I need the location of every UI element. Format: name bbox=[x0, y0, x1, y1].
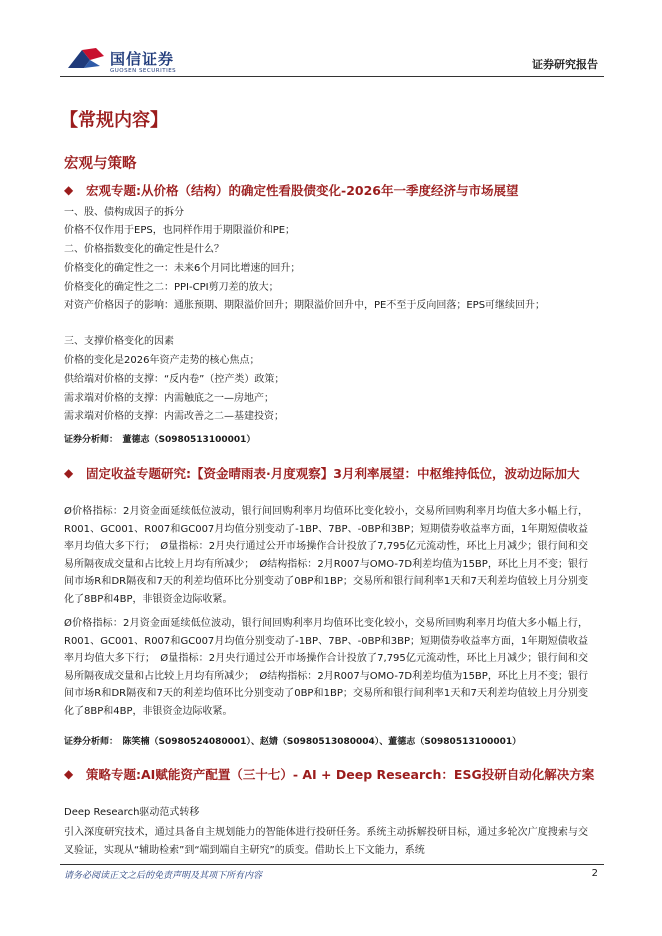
article-paragraph: 引入深度研究技术，通过具备自主规划能力的智能体进行投研任务。系统主动拆解投研目标，通过多轮次广度搜索与交叉验证，实现从“辅助检索”到“端到端自主研究”的质变。借助长上下文能力，系统 bbox=[64, 827, 588, 856]
article-title-text: 宏观专题:从价格（结构）的确定性看股债变化-2026年一季度经济与市场展望 bbox=[86, 183, 519, 198]
subsection-title: 宏观与策略 bbox=[64, 156, 137, 172]
logo-chinese-name: 国信证券 bbox=[110, 50, 175, 68]
article-line: 三、支撑价格变化的因素 bbox=[64, 336, 174, 347]
article-line: 价格变化的确定性之一：未来6个月同比增速的回升； bbox=[64, 263, 301, 274]
header-divider bbox=[60, 76, 604, 77]
diamond-bullet-icon: ◆ bbox=[64, 183, 74, 197]
article-line: 二、价格指数变化的确定性是什么？ bbox=[64, 244, 224, 255]
article-line: 需求端对价格的支撑：内需改善之二—基建投资； bbox=[64, 411, 284, 422]
article-line: 需求端对价格的支撑：内需触底之一—房地产； bbox=[64, 393, 274, 404]
article-title-text: 策略专题:AI赋能资产配置（三十七）- AI + Deep Research：ESG投研自动化解决方案 bbox=[86, 767, 595, 782]
guosen-logo-icon bbox=[66, 46, 106, 74]
article-line: 价格不仅作用于EPS，也同样作用于期限溢价和PE； bbox=[64, 225, 296, 236]
article-line: 供给端对价格的支撑：“反内卷”（控产类）政策； bbox=[64, 374, 285, 385]
article-paragraph: Ø价格指标：2月资金面延续低位波动，银行间回购利率月均值环比变化较小，交易所回购利率月均值大多小幅上行，R001、GC001、R007和GC007月均值分别变动了-1BP、7BP、-0BP和3BP；短期债券收益率方面，1年期短债收益率月均值大多下行； Ø量指标：2月央行通过公开市场操作合计投放了7,795亿元流动性，环比上月减少；银行间和交易所隔夜成交量和占比较上月均有所减少； Ø结构指标：2月R007与OMO-7D利差均值为15BP，环比上月不变；银行间市场R和DR隔夜和7天的利差均值环比分别变动了0BP和1BP；交易所和银行间利率1天和7天利差均值较上月分别变化了8BP和4BP，非银资金边际收紧。 bbox=[64, 618, 588, 717]
guosen-logo bbox=[66, 44, 186, 78]
article-paragraph: Ø价格指标：2月资金面延续低位波动，银行间回购利率月均值环比变化较小，交易所回购利率月均值大多小幅上行，R001、GC001、R007和GC007月均值分别变动了-1BP、7BP、-0BP和3BP；短期债券收益率方面，1年期短债收益率月均值大多下行； Ø量指标：2月央行通过公开市场操作合计投放了7,795亿元流动性，环比上月减少；银行间和交易所隔夜成交量和占比较上月均有所减少； Ø结构指标：2月R007与OMO-7D利差均值为15BP，环比上月不变；银行间市场R和DR隔夜和7天的利差均值环比分别变动了0BP和1BP；交易所和银行间利率1天和7天利差均值较上月分别变化了8BP和4BP，非银资金边际收紧。 bbox=[64, 506, 588, 605]
article-title-text: 固定收益专题研究:【资金晴雨表·月度观察】3月利率展望：中枢维持低位，波动边际加大 bbox=[86, 466, 580, 481]
footer-disclaimer: 请务必阅读正文之后的免责声明及其项下所有内容 bbox=[64, 871, 263, 881]
article-line: 价格的变化是2026年资产走势的核心焦点； bbox=[64, 355, 260, 366]
analyst-credit: 证券分析师： 董德志（S0980513100001） bbox=[64, 435, 256, 445]
logo-english-name: GUOSEN SECURITIES bbox=[110, 68, 177, 74]
diamond-bullet-icon: ◆ bbox=[64, 466, 74, 480]
analyst-credit: 证券分析师： 陈笑楠（S0980524080001）、赵婧（S0980513080004）、董德志（S0980513100001） bbox=[64, 737, 522, 747]
article-line: Deep Research驱动范式转移 bbox=[64, 807, 200, 818]
article-line: 一、股、债构成因子的拆分 bbox=[64, 207, 184, 218]
diamond-bullet-icon: ◆ bbox=[64, 767, 74, 781]
section-title: 【常规内容】 bbox=[60, 110, 168, 131]
page-header bbox=[0, 0, 662, 80]
report-type-label: 证券研究报告 bbox=[532, 58, 598, 71]
page-number: 2 bbox=[591, 868, 598, 879]
article-paragraph: 对资产价格因子的影响：通胀预期、期限溢价回升；期限溢价回升中，PE不至于反向回落；EPS可继续回升； bbox=[64, 300, 546, 311]
footer-divider bbox=[60, 864, 604, 865]
article-line: 价格变化的确定性之二：PPI-CPI剪刀差的放大； bbox=[64, 282, 279, 293]
